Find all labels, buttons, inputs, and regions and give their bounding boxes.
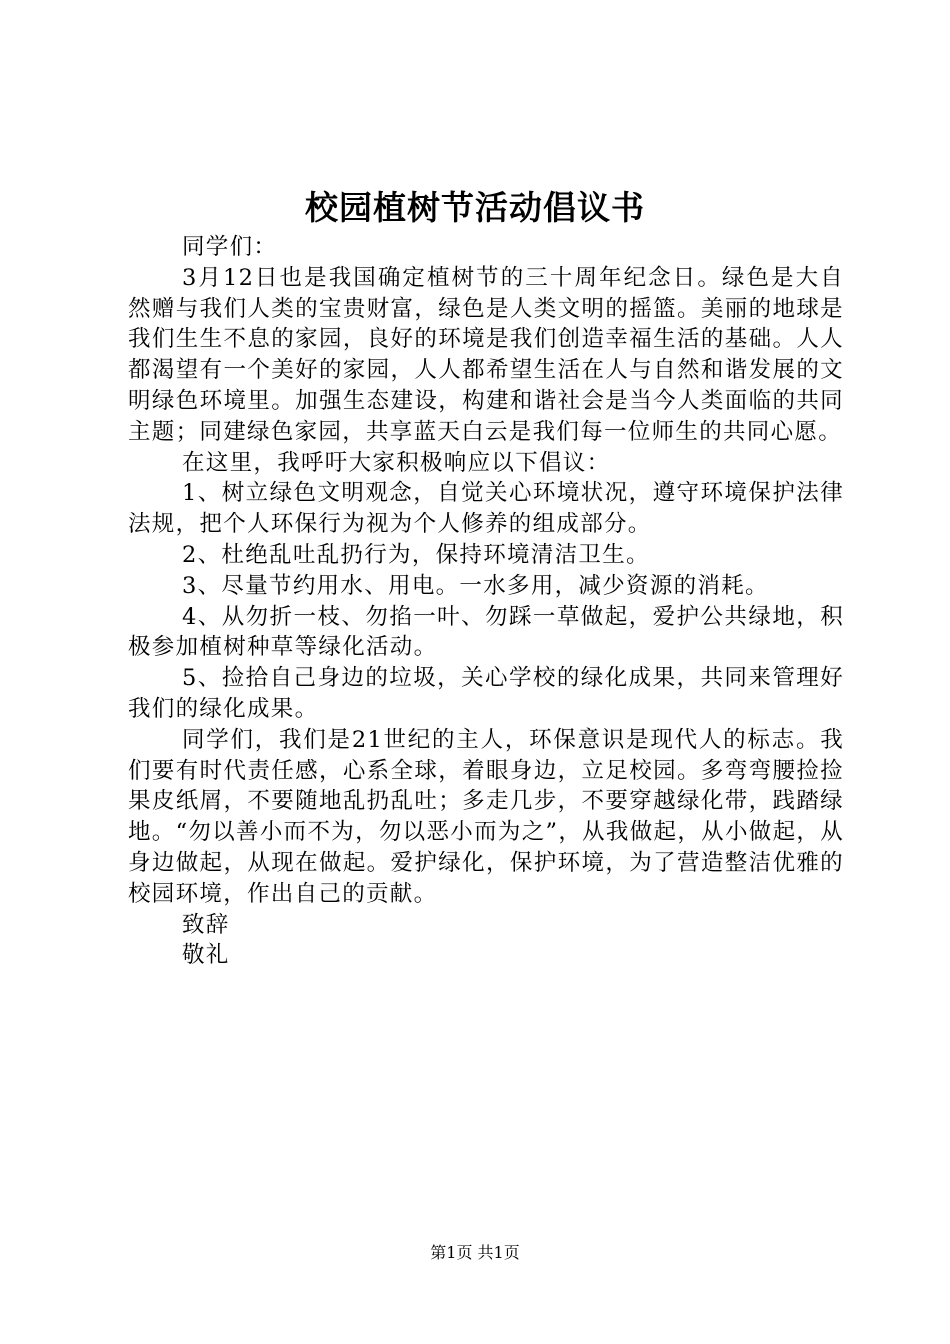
closing-line-1: 致辞 — [182, 911, 230, 938]
proposal-item-5: 5、捡拾自己身边的垃圾，关心学校的绿化成果，共同来管理好我们的绿化成果。 — [128, 665, 844, 722]
proposal-item-4: 4、从勿折一枝、勿掐一叶、勿踩一草做起，爱护公共绿地，积极参加植树种草等绿化活动。 — [128, 603, 844, 661]
salutation: 同学们： — [182, 234, 278, 260]
page-number-footer: 第1页 共1页 — [430, 1243, 520, 1262]
paragraph-conclusion: 同学们，我们是21世纪的主人，环保意识是现代人的标志。我们要有时代责任感，心系全球，着眼身边，立足校园。多弯弯腰捡捡果皮纸屑，不要随地乱扔乱吐；多走几步，不要穿越绿化带，践踏绿地。“勿以善小而不为，勿以恶小而为之”，从我做起，从小做起，从身边做起，从现在做起。爱护绿化，保护环境，为了营造整洁优雅的校园环境，作出自己的贡献。 — [128, 726, 844, 907]
proposal-item-2: 2、杜绝乱吐乱扔行为，保持环境清洁卫生。 — [182, 541, 650, 568]
document-body — [128, 232, 844, 971]
paragraph-intro: 3月12日也是我国确定植树节的三十周年纪念日。绿色是大自然赠与我们人类的宝贵财富，绿色是人类文明的摇篮。美丽的地球是我们生生不息的家园，良好的环境是我们创造幸福生活的基础。人人都渴望有一个美好的家园，人人都希望生活在人与自然和谐发展的文明绿色环境里。加强生态建设，构建和谐社会是当今人类面临的共同主题；同建绿色家园，共享蓝天白云是我们每一位师生的共同心愿。 — [128, 264, 844, 445]
paragraph-call: 在这里，我呼吁大家积极响应以下倡议： — [182, 449, 611, 476]
closing-line-2: 敬礼 — [182, 942, 230, 969]
proposal-item-1: 1、树立绿色文明观念，自觉关心环境状况，遵守环境保护法律法规，把个人环保行为视为个人修养的组成部分。 — [128, 480, 844, 538]
proposal-item-3: 3、尽量节约用水、用电。一水多用，减少资源的消耗。 — [182, 572, 769, 599]
document-title: 校园植树节活动倡议书 — [305, 188, 645, 227]
